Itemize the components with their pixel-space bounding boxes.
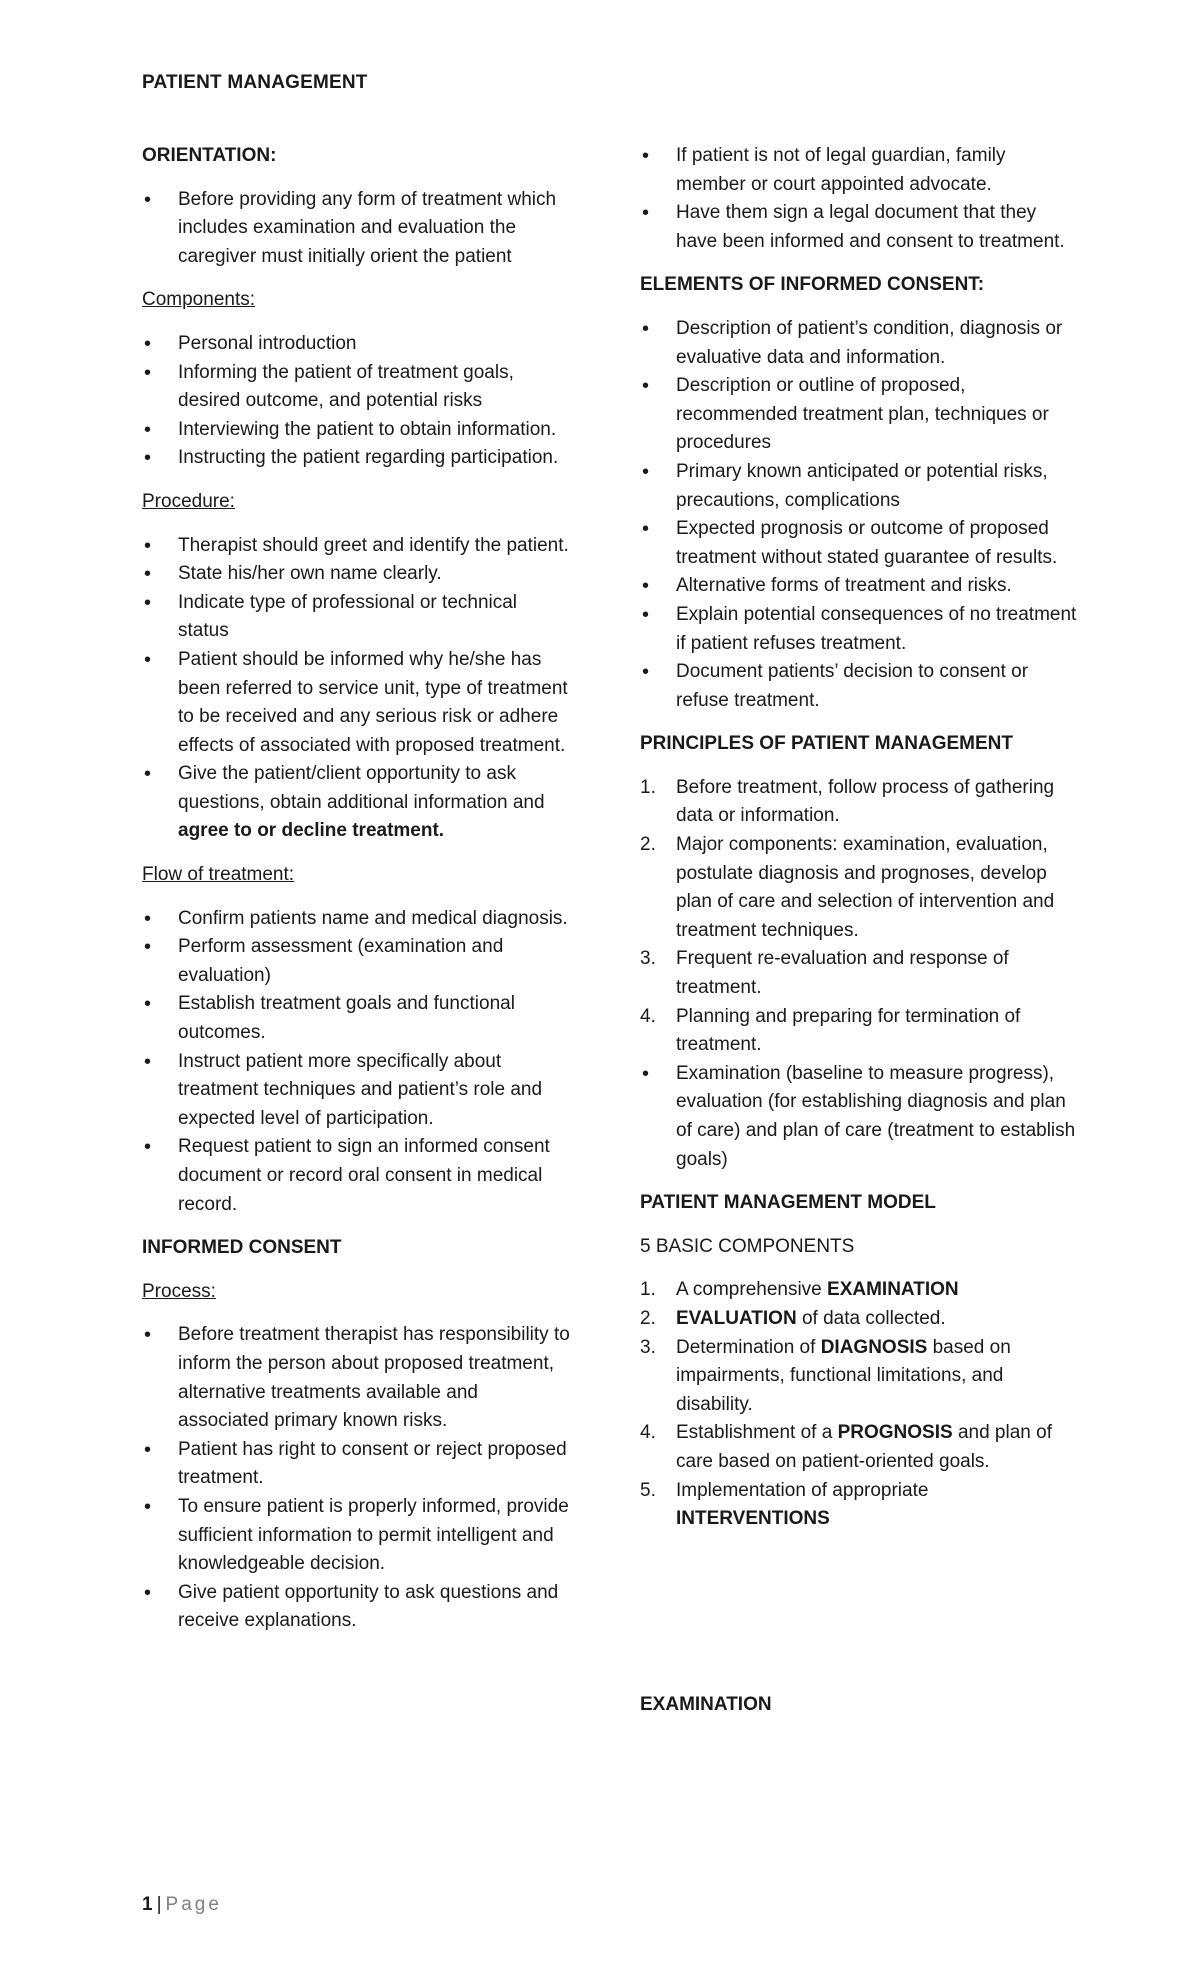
- list-number: 5.: [640, 1479, 656, 1501]
- list-number: 2.: [640, 834, 656, 856]
- principles-heading: PRINCIPLES OF PATIENT MANAGEMENT: [640, 733, 1013, 755]
- list-number: 1.: [640, 776, 656, 798]
- list-item-text: based on impairments, functional limitations, and disability.: [676, 1336, 1011, 1415]
- list-item-text: Establishment of a: [676, 1422, 838, 1444]
- list-item: • Alternative forms of treatment and risks.: [640, 572, 1080, 601]
- elements-heading: ELEMENTS OF INFORMED CONSENT:: [640, 274, 985, 296]
- list-item: [640, 1003, 1080, 1060]
- informed-consent-heading: INFORMED CONSENT: [142, 1237, 342, 1259]
- list-item-emphasis: DIAGNOSIS: [820, 1336, 928, 1358]
- elements-list: [640, 315, 1080, 715]
- list-item: • Patient has right to consent or reject proposed treatment.: [142, 1436, 572, 1493]
- footer-separator: |: [156, 1894, 162, 1915]
- list-item-emphasis: agree to or decline treatment.: [178, 820, 445, 842]
- list-item-text: Frequent re-evaluation and response of treatment.: [676, 948, 1009, 999]
- list-number: 4.: [640, 1005, 656, 1027]
- page-number: 1: [142, 1894, 153, 1915]
- orientation-heading: ORIENTATION:: [142, 145, 277, 166]
- components-heading: Components:: [142, 289, 256, 311]
- list-item-text: A comprehensive: [676, 1279, 828, 1301]
- list-item: [640, 831, 1080, 945]
- list-item: • State his/her own name clearly.: [142, 560, 572, 589]
- procedure-heading: Procedure:: [142, 490, 235, 512]
- list-item-text: Planning and preparing for termination of treatment.: [676, 1005, 1021, 1056]
- list-item: [640, 774, 1080, 831]
- flow-list: [142, 905, 572, 1220]
- list-item: • Description of patient’s condition, diagnosis or evaluative data and information.: [640, 315, 1080, 372]
- list-number: 4.: [640, 1422, 656, 1444]
- list-item: • Before providing any form of treatment which includes examination and evaluation the caregiver must initially orient the patient: [142, 186, 572, 272]
- page-footer: [142, 1894, 222, 1916]
- list-item: • Have them sign a legal document that they have been informed and consent to treatment.: [640, 199, 1080, 256]
- list-item: • Description or outline of proposed, recommended treatment plan, techniques or procedures: [640, 372, 1080, 458]
- list-item-text: and plan of care based on patient-oriented goals.: [676, 1422, 1052, 1472]
- list-item-text: Before treatment, follow process of gathering data or information.: [676, 776, 1055, 827]
- procedure-list: [142, 532, 572, 847]
- list-item: [142, 760, 572, 846]
- list-item: • Give patient opportunity to ask questions and receive explanations.: [142, 1579, 572, 1636]
- document-title: PATIENT MANAGEMENT: [142, 72, 368, 93]
- examination-heading: EXAMINATION: [640, 1693, 772, 1715]
- page-label: Page: [165, 1894, 222, 1915]
- list-item: • Examination (baseline to measure progress), evaluation (for establishing diagnosis and plan of care) and plan of care (treatment to establish goals): [640, 1060, 1080, 1174]
- list-item-emphasis: EVALUATION: [676, 1307, 797, 1329]
- list-item: • Instruct patient more specifically about treatment techniques and patient’s role and expected level of participation.: [142, 1048, 572, 1134]
- list-number: 3.: [640, 1336, 656, 1358]
- list-item: • Perform assessment (examination and evaluation): [142, 933, 572, 990]
- list-item-text: of data collected.: [796, 1307, 946, 1329]
- list-item-text: Give the patient/client opportunity to ask questions, obtain additional information and: [178, 763, 545, 813]
- list-item: • Establish treatment goals and functional outcomes.: [142, 990, 572, 1047]
- list-item: • To ensure patient is properly informed, provide sufficient information to permit intelligent and knowledgeable decision.: [142, 1493, 572, 1579]
- list-item: • Interviewing the patient to obtain information.: [142, 416, 572, 445]
- list-item: • Primary known anticipated or potential risks, precautions, complications: [640, 458, 1080, 515]
- list-item: [640, 1477, 1080, 1534]
- list-number: 2.: [640, 1307, 656, 1329]
- left-column: [142, 142, 572, 1651]
- list-item: • Explain potential consequences of no treatment if patient refuses treatment.: [640, 601, 1080, 658]
- list-item: • Document patients’ decision to consent or refuse treatment.: [640, 658, 1080, 715]
- principles-list: [640, 774, 1080, 1174]
- list-item: [640, 945, 1080, 1002]
- list-item-text: Implementation of appropriate: [676, 1479, 929, 1501]
- list-item: [640, 1334, 1080, 1420]
- list-item: • Expected prognosis or outcome of proposed treatment without stated guarantee of results.: [640, 515, 1080, 572]
- list-item: • Confirm patients name and medical diagnosis.: [142, 905, 572, 934]
- list-item-emphasis: INTERVENTIONS: [676, 1508, 830, 1530]
- list-item: • Informing the patient of treatment goals, desired outcome, and potential risks: [142, 359, 572, 416]
- orientation-list: [142, 186, 572, 272]
- section-spacer: [640, 1549, 1080, 1691]
- process-heading: Process:: [142, 1280, 216, 1302]
- model-subheading: 5 BASIC COMPONENTS: [640, 1235, 855, 1257]
- list-item: • Patient should be informed why he/she has been referred to service unit, type of treatment to be received and any serious risk or adhere effects of associated with proposed treatment.: [142, 646, 572, 760]
- list-item-text: Major components: examination, evaluation, postulate diagnosis and prognoses, develop plan of care and selection of intervention and treatment techniques.: [676, 834, 1055, 941]
- list-item-emphasis: PROGNOSIS: [837, 1422, 953, 1444]
- list-item: [640, 1276, 1080, 1305]
- consent-continued-list: [640, 142, 1080, 256]
- components-list: [142, 330, 572, 473]
- list-item: • Indicate type of professional or technical status: [142, 589, 572, 646]
- model-list: [640, 1276, 1080, 1533]
- process-list: [142, 1321, 572, 1636]
- list-item: [640, 1305, 1080, 1334]
- list-item: • Therapist should greet and identify the patient.: [142, 532, 572, 561]
- list-item: [640, 1419, 1080, 1476]
- right-column: [640, 142, 1080, 1734]
- list-item-emphasis: EXAMINATION: [827, 1279, 959, 1301]
- list-item: • If patient is not of legal guardian, family member or court appointed advocate.: [640, 142, 1080, 199]
- list-item: • Before treatment therapist has responsibility to inform the person about proposed treatment, alternative treatments available and associated primary known risks.: [142, 1321, 572, 1435]
- model-heading: PATIENT MANAGEMENT MODEL: [640, 1192, 936, 1214]
- list-number: 3.: [640, 948, 656, 970]
- list-item: • Instructing the patient regarding participation.: [142, 444, 572, 473]
- list-item: • Request patient to sign an informed consent document or record oral consent in medical record.: [142, 1133, 572, 1219]
- flow-heading: Flow of treatment:: [142, 864, 295, 886]
- list-item-text: Determination of: [676, 1336, 821, 1358]
- list-number: 1.: [640, 1279, 656, 1301]
- list-item: • Personal introduction: [142, 330, 572, 359]
